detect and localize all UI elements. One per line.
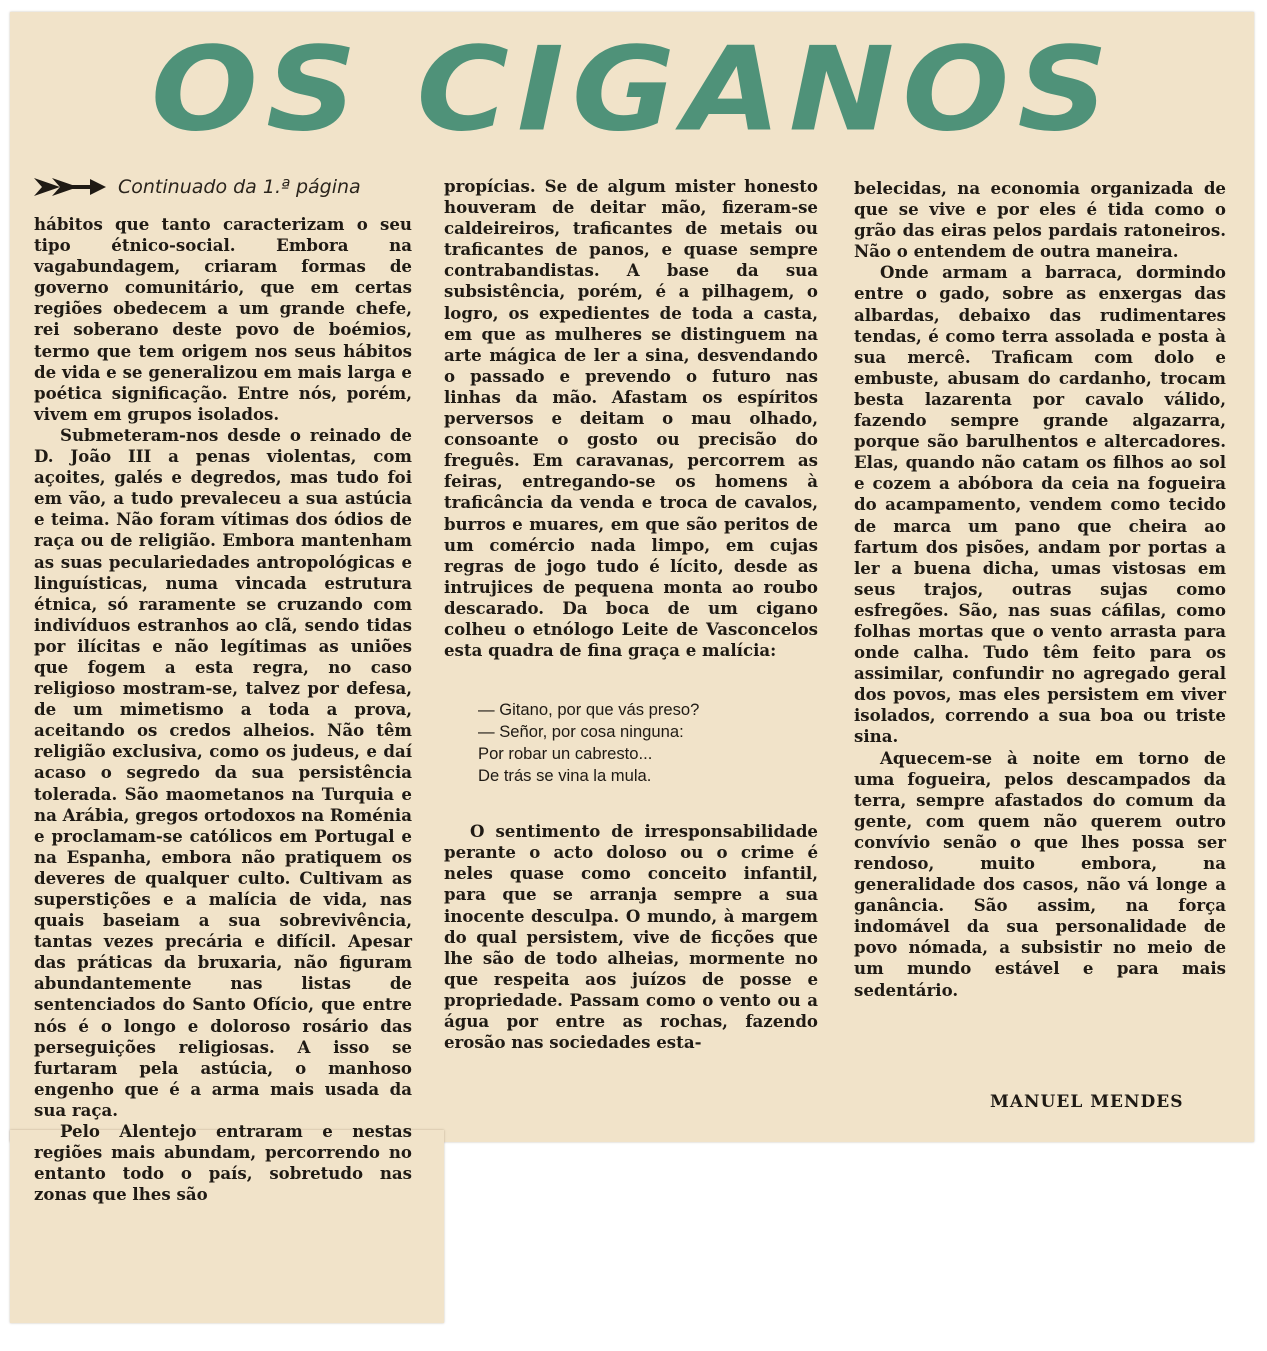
- column-3-paragraph: belecidas, na economia organizada de que se vive e por eles é tida como o grão das eiras pelos pardais ratoneiros. Não o entendem de outra maneira.: [854, 178, 1226, 262]
- double-chevron-arrow-icon: [34, 174, 106, 200]
- continued-label: Continuado da 1.ª página: [118, 176, 361, 198]
- article-column-1: [34, 214, 412, 1205]
- author-signature: MANUEL MENDES: [990, 1092, 1184, 1112]
- article-column-3: [854, 178, 1226, 1001]
- column-2-paragraph: propícias. Se de algum mister honesto houveram de deitar mão, fizeram-se caldeireiros, traficantes de metais ou traficantes de panos, e quase sempre contrabandistas. A base da sua subsistência, porém, é a pilhagem, o logro, os expedientes de toda a casta, em que as mulheres se distinguem na arte mágica de ler a sina, desvendando o passado e prevendo o futuro nas linhas da mão. Afastam os espíritos perversos e deitam o mau olhado, consoante o gosto ou precisão do freguês. Em caravanas, percorrem as feiras, entregando-se os homens à traficância da venda e troca de cavalos, burros e muares, em que são peritos de um comércio nada limpo, em cujas regras de jogo tudo é lícito, desde as intrujices de pequena monta ao roubo descarado. Da boca de um cigano colheu o etnólogo Leite de Vasconcelos esta quadra de fina graça e malícia:: [444, 176, 818, 661]
- headline: OS CIGANOS: [150, 21, 1117, 158]
- column-1-paragraph: Pelo Alentejo entraram e nestas regiões mais abundam, percorrendo no entanto todo o país, sobretudo nas zonas que lhes são: [34, 1121, 412, 1205]
- column-2-paragraph: O sentimento de irresponsabilidade perante o acto doloso ou o crime é neles quase como conceito infantil, para que se arranja sempre a sua inocente desculpa. O mundo, à margem do qual persistem, vive de ficções que lhe são de todo alheias, mormente no que respeita aos juízos de posse e propriedade. Passam como o vento ou a água por entre as rochas, fazendo erosão nas sociedades esta-: [444, 821, 818, 1053]
- verse-line: — Señor, por cosa ninguna:: [478, 722, 684, 742]
- column-1-paragraph: hábitos que tanto caracterizam o seu tipo étnico-social. Embora na vagabundagem, criaram formas de governo comunitário, que em certas regiões obedecem a um grande chefe, rei soberano deste povo de boémios, termo que tem origem nos seus hábitos de vida e se generalizou em mais larga e poética significação. Entre nós, porém, vivem em grupos isolados.: [34, 214, 412, 424]
- article-column-2: [444, 176, 818, 1053]
- quoted-verse: [478, 699, 818, 787]
- verse-line: Por robar un cabresto...: [478, 744, 653, 764]
- verse-line: De trás se vina la mula.: [478, 766, 652, 786]
- verse-line: — Gitano, por que vás preso?: [478, 700, 700, 720]
- column-3-paragraph: Onde armam a barraca, dormindo entre o gado, sobre as enxergas das albardas, debaixo das rudimentares tendas, é como terra assolada e posta à sua mercê. Traficam com dolo e embuste, abusam do cardanho, trocam besta lazarenta por cavalo válido, fazendo sempre grande algazarra, porque são barulhentos e altercadores. Elas, quando não catam os filhos ao sol e cozem a abóbora da ceia na fogueira do acampamento, vendem como tecido de marca um pano que cheira ao fartum dos pisões, andam por portas a ler a buena dicha, umas vistosas em seus trajos, outras sujas como esfregões. São, nas suas cáfilas, como folhas mortas que o vento arrasta para onde calha. Tudo têm feito para os assimilar, confundir no agregado geral dos povos, mas eles persistem em viver isolados, correndo a sua boa ou triste sina.: [854, 262, 1226, 747]
- column-1-paragraph: Submeteram-nos desde o reinado de D. João III a penas violentas, com açoites, galés e degredos, mas tudo foi em vão, a tudo prevaleceu a sua astúcia e teima. Não foram vítimas dos ódios de raça ou de religião. Embora mantenham as suas peculariedades antropológicas e linguísticas, numa vincada estrutura étnica, só raramente se cruzando com indivíduos estranhos ao clã, sendo tidas por ilícitas e não legítimas as uniões que fogem a esta regra, no caso religioso mostram-se, talvez por defesa, de um mimetismo a toda a prova, aceitando os credos alheios. Não têm religião exclusiva, como os judeus, e daí acaso o segredo da sua persistência tolerada. São maometanos na Turquia e na Arábia, gregos ortodoxos na Roménia e proclamam-se católicos em Portugal e na Espanha, embora não pratiquem os deveres de qualquer culto. Cultivam as superstições e a malícia de vida, nas quais baseiam a sua sobrevivência, tantas vezes precária e difícil. Apesar das práticas da bruxaria, não figuram abundantemente nas listas de sentenciados do Santo Ofício, que entre nós é o longo e doloroso rosário das perseguições religiosas. A isso se furtaram pela astúcia, o manhoso engenho que é a arma mais usada da sua raça.: [34, 424, 412, 1120]
- continued-note: [34, 172, 414, 202]
- column-3-paragraph: Aquecem-se à noite em torno de uma fogueira, pelos descampados da terra, sempre afastados do comum da gente, com quem não querem outro convívio senão o que lhes possa ser rendoso, muito embora, na generalidade dos casos, não vá longe a ganância. São assim, na força indomável da sua personalidade de povo nómada, a subsistir no meio de um mundo estável e para mais sedentário.: [854, 747, 1226, 1000]
